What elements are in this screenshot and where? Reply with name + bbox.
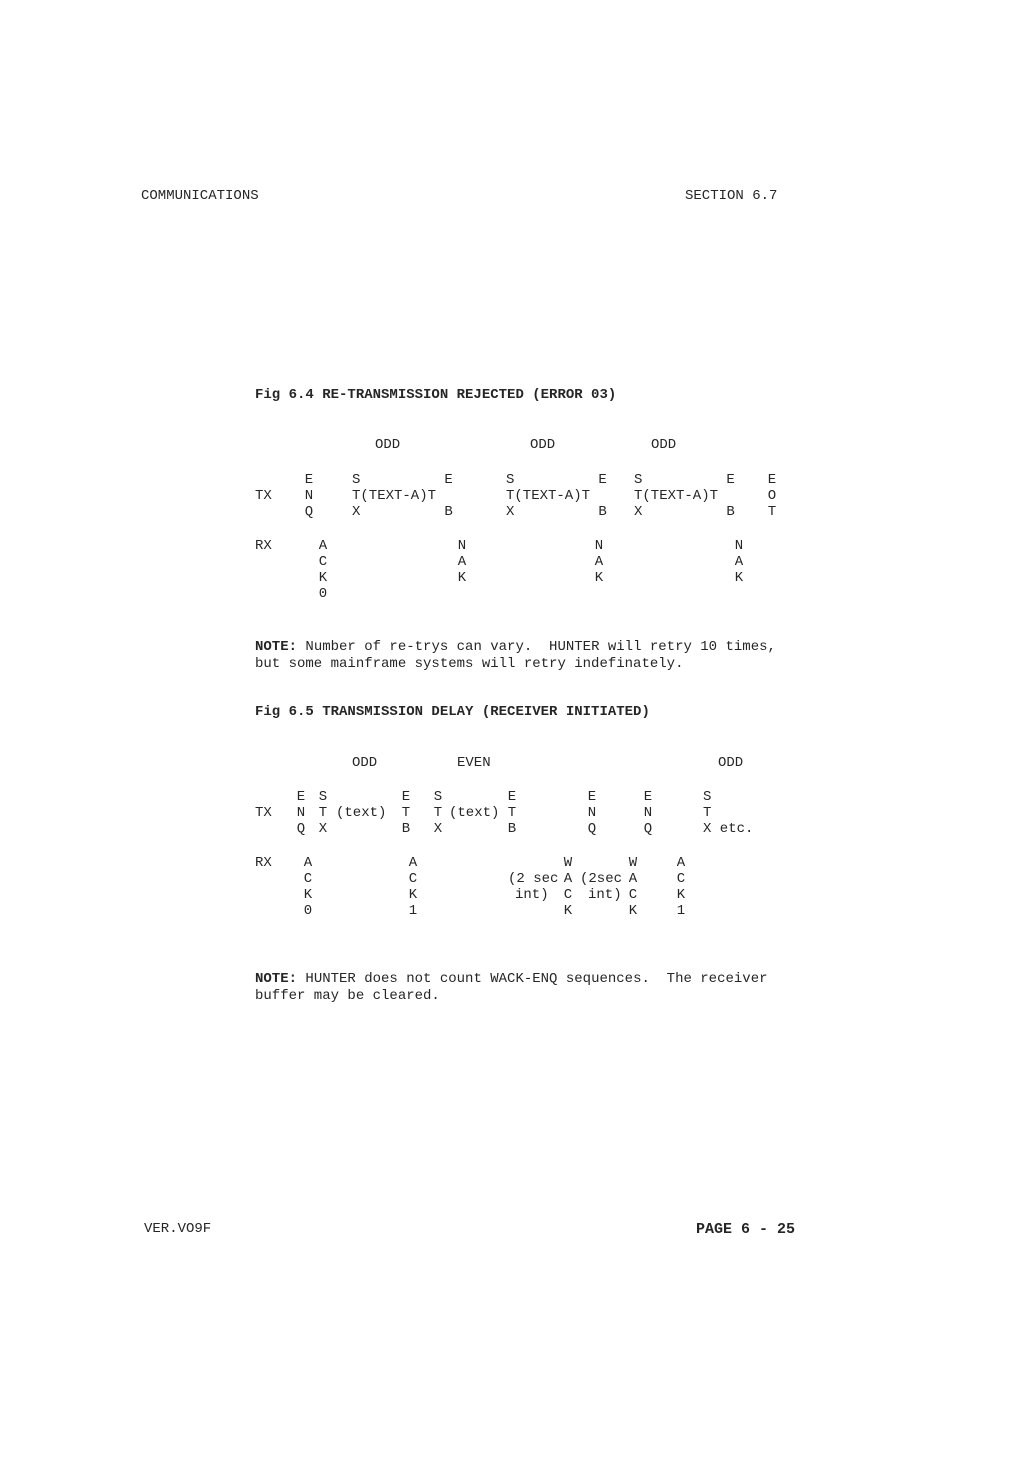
rx-label: RX: [255, 538, 272, 554]
ack0-char: A: [303, 855, 313, 871]
stx-char: X: [433, 821, 443, 837]
wack-char: C: [563, 887, 573, 903]
parity-label: ODD: [651, 437, 677, 453]
text-label: (text): [336, 805, 387, 821]
enq-char: Q: [643, 821, 653, 837]
ack0-char: 0: [318, 586, 328, 602]
parity-label: ODD: [352, 755, 378, 771]
ack0-char: A: [318, 538, 328, 554]
header-left: COMMUNICATIONS: [141, 188, 259, 204]
ack1-char: C: [676, 871, 686, 887]
ack1-char: 1: [408, 903, 418, 919]
stx-char: T: [318, 805, 328, 821]
note-2-line-1: [255, 971, 768, 987]
fig-6-4-title: Fig 6.4 RE-TRANSMISSION REJECTED (ERROR 03): [255, 387, 617, 403]
delay-label: int): [515, 887, 549, 903]
nak-char: A: [734, 554, 744, 570]
block-mid: T(TEXT-A)T: [352, 488, 437, 504]
ack1-char: 1: [676, 903, 686, 919]
nak-char: A: [594, 554, 604, 570]
note-text: HUNTER does not count WACK-ENQ sequences. The receiver: [297, 971, 768, 987]
block-top: S E: [634, 472, 735, 488]
etb-char: E: [401, 789, 411, 805]
note-2-line-2: buffer may be cleared.: [255, 988, 440, 1004]
enq-char: Q: [587, 821, 597, 837]
stx-char: T: [703, 805, 712, 821]
etb-char: B: [507, 821, 517, 837]
stx-char: X: [318, 821, 328, 837]
note-label: NOTE:: [255, 639, 298, 655]
parity-label: ODD: [530, 437, 556, 453]
nak-char: K: [457, 570, 467, 586]
enq-char: E: [304, 472, 314, 488]
eot-char: E: [767, 472, 777, 488]
note-label: NOTE:: [255, 971, 298, 987]
block-mid: T(TEXT-A)T: [634, 488, 719, 504]
wack-char: W: [563, 855, 573, 871]
stx-char: T: [433, 805, 443, 821]
wack-char: W: [628, 855, 638, 871]
eot-char: O: [767, 488, 777, 504]
wack-char: K: [563, 903, 573, 919]
ack0-char: 0: [303, 903, 313, 919]
block-bot: X B: [506, 504, 607, 520]
ack0-char: K: [303, 887, 313, 903]
ack0-char: K: [318, 570, 328, 586]
etb-char: T: [507, 805, 517, 821]
stx-char: S: [433, 789, 443, 805]
parity-label: ODD: [375, 437, 401, 453]
nak-char: A: [457, 554, 467, 570]
stx-etc-char: X etc.: [703, 821, 754, 837]
delay-label: (2sec: [580, 871, 623, 887]
wack-char: K: [628, 903, 638, 919]
footer-version: VER.VO9F: [144, 1221, 212, 1237]
nak-char: N: [734, 538, 744, 554]
note-1-line-2: but some mainframe systems will retry indefinately.: [255, 656, 684, 672]
block-top: S E: [352, 472, 453, 488]
tx-label: TX: [255, 488, 272, 504]
ack1-char: K: [408, 887, 418, 903]
ack0-char: C: [303, 871, 313, 887]
enq-char: N: [643, 805, 653, 821]
eot-char: T: [767, 504, 777, 520]
block-bot: X B: [634, 504, 735, 520]
stx-char: S: [703, 789, 712, 805]
delay-label: int): [588, 887, 622, 903]
wack-char: A: [628, 871, 638, 887]
ack0-char: C: [318, 554, 328, 570]
nak-char: K: [594, 570, 604, 586]
enq-char: N: [587, 805, 597, 821]
stx-char: S: [318, 789, 328, 805]
enq-char: E: [643, 789, 653, 805]
ack1-char: C: [408, 871, 418, 887]
nak-char: K: [734, 570, 744, 586]
page-number: PAGE 6 - 25: [696, 1221, 796, 1238]
wack-char: A: [563, 871, 573, 887]
delay-label: (2 sec: [508, 871, 559, 887]
etb-char: T: [401, 805, 411, 821]
enq-char: Q: [296, 821, 306, 837]
nak-char: N: [594, 538, 604, 554]
enq-char: N: [304, 488, 314, 504]
rx-label: RX: [255, 855, 272, 871]
tx-label: TX: [255, 805, 272, 821]
enq-char: E: [587, 789, 597, 805]
header-right: SECTION 6.7: [685, 188, 778, 204]
note-text: Number of re-trys can vary. HUNTER will retry 10 times,: [297, 639, 776, 655]
fig-6-5-title: Fig 6.5 TRANSMISSION DELAY (RECEIVER INITIATED): [255, 704, 650, 720]
block-top: S E: [506, 472, 607, 488]
enq-char: N: [296, 805, 306, 821]
enq-char: Q: [304, 504, 314, 520]
etb-char: E: [507, 789, 517, 805]
parity-label: EVEN: [457, 755, 491, 771]
ack1-char: K: [676, 887, 686, 903]
wack-char: C: [628, 887, 638, 903]
ack1-char: A: [408, 855, 418, 871]
note-1-line-1: [255, 639, 776, 655]
nak-char: N: [457, 538, 467, 554]
etb-char: B: [401, 821, 411, 837]
text-label: (text): [449, 805, 500, 821]
block-bot: X B: [352, 504, 453, 520]
enq-char: E: [296, 789, 306, 805]
ack1-char: A: [676, 855, 686, 871]
parity-label: ODD: [718, 755, 744, 771]
block-mid: T(TEXT-A)T: [506, 488, 591, 504]
